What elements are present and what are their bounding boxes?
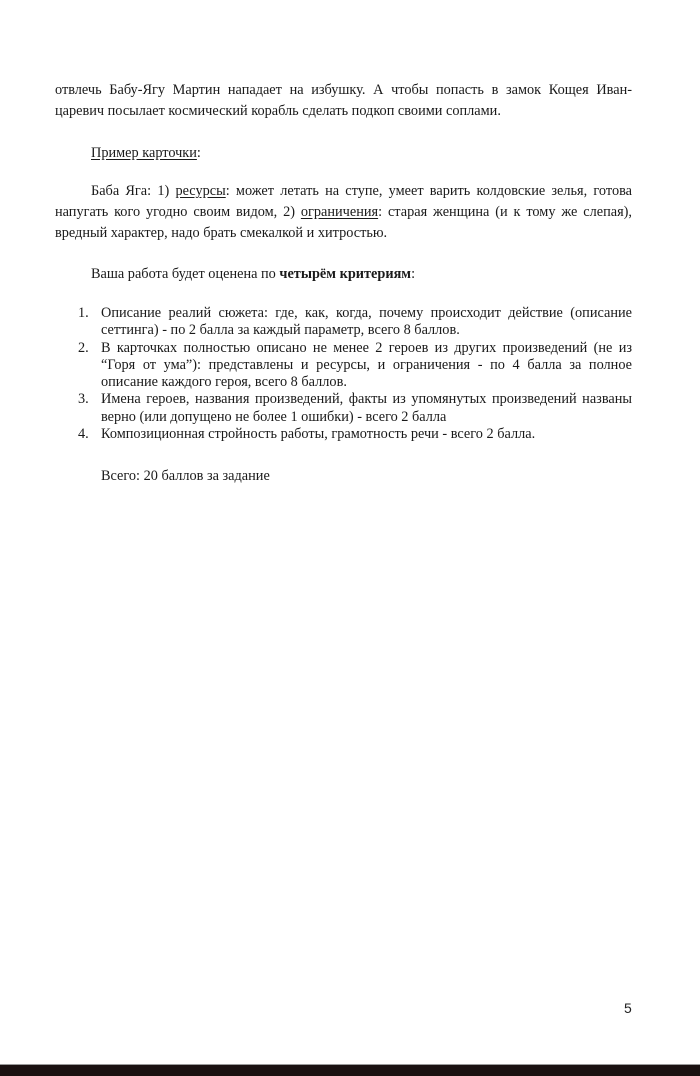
criteria-number: 1. xyxy=(78,305,89,321)
example-lead: Баба Яга: 1) xyxy=(91,183,176,199)
criteria-item xyxy=(55,391,632,426)
bottom-bar xyxy=(0,1064,700,1076)
criteria-text: Описание реалий сюжета: где, как, когда, почему происходит действие (описание сеттинга) - по 2 балла за каждый параметр, всего 8 баллов. xyxy=(101,305,632,339)
criteria-number: 2. xyxy=(78,339,89,356)
criteria-item xyxy=(55,305,632,340)
criteria-text: Имена героев, названия произведений, факты из упомянутых произведений названы верно (или допущено не более 1 ошибки) - всего 2 балла xyxy=(101,391,632,425)
evaluation-colon: : xyxy=(411,266,416,282)
resources-text: : может летать на ступе, умеет варить колдовские зелья, готова напугать кого угодно своим видом, 2) xyxy=(55,183,632,220)
criteria-number: 3. xyxy=(78,391,89,408)
criteria-item xyxy=(55,340,632,392)
limits-label: ограничения xyxy=(300,204,379,220)
intro-paragraph: отвлечь Бабу-Ягу Мартин нападает на избушку. А чтобы попасть в замок Кощея Иван-царевич посылает космический корабль сделать подкоп своими соплами. xyxy=(55,82,632,119)
criteria-text: Композиционная стройность работы, грамотность речи - всего 2 балла. xyxy=(101,426,536,443)
evaluation-paragraph xyxy=(91,264,415,285)
criteria-number: 4. xyxy=(78,426,89,443)
limits-text: : старая женщина (и к тому же слепая), вредный характер, надо брать смекалкой и хитростью. xyxy=(55,204,632,241)
criteria-text: В карточках полностью описано не менее 2 героев из других произведений (не из “Горя от ума”): представлены и ресурсы, и ограничения - по 4 балла за полное описание каждого героя, всего 8 баллов. xyxy=(101,339,632,391)
evaluation-lead: Ваша работа будет оценена по xyxy=(91,266,280,282)
criteria-item xyxy=(55,426,632,443)
example-heading-label: Пример карточки xyxy=(91,145,197,161)
total-score: Всего: 20 баллов за задание xyxy=(101,468,270,484)
page-number: 5 xyxy=(624,1000,632,1016)
resources-label: ресурсы xyxy=(175,183,226,199)
evaluation-bold: четырём критериям xyxy=(279,266,412,282)
criteria-list xyxy=(55,305,632,443)
example-heading xyxy=(91,143,201,164)
example-paragraph xyxy=(55,181,632,244)
example-heading-colon: : xyxy=(196,145,201,161)
